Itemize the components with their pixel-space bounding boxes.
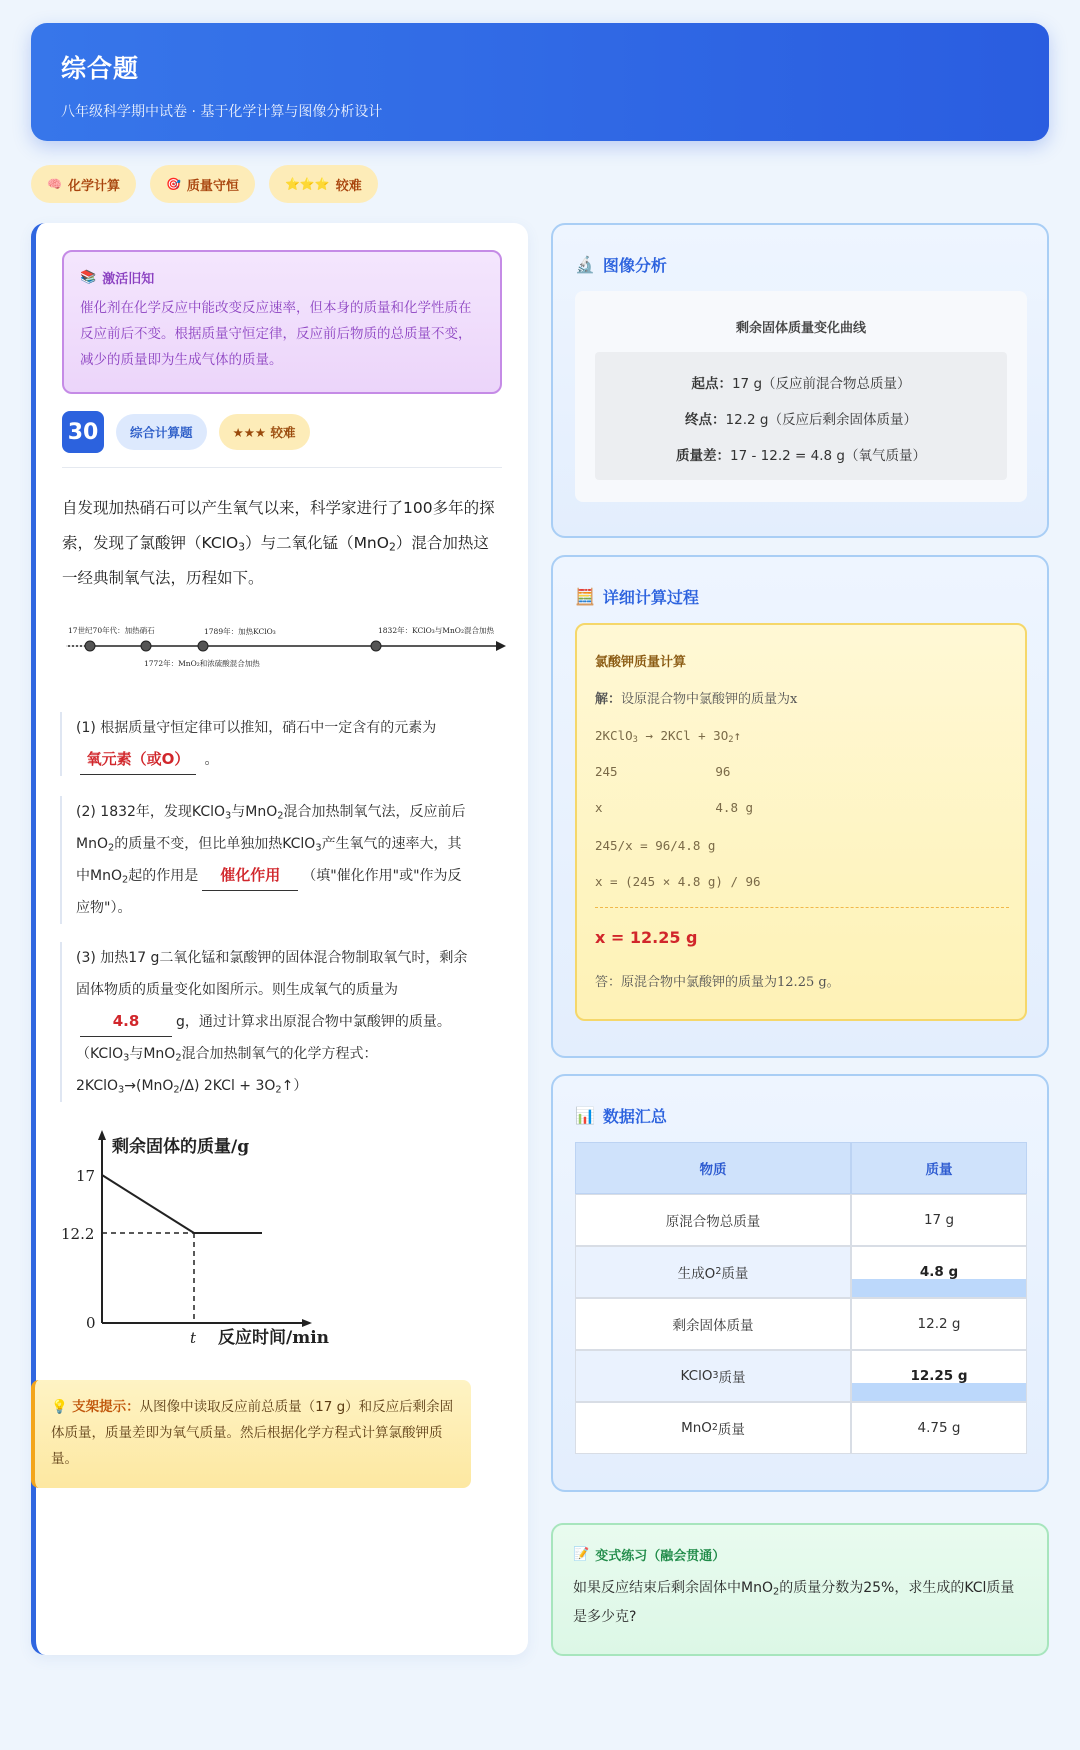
activate-prior-knowledge	[62, 250, 502, 394]
lightbulb-icon: 💡	[51, 1399, 68, 1415]
end-point	[595, 408, 1007, 428]
books-icon: 📚	[80, 270, 97, 285]
diff-label: 质量差：	[676, 448, 731, 464]
calc-molar-ratio: 245 96	[595, 764, 731, 779]
cell-substance: MnO 2 质量	[575, 1402, 851, 1454]
memo-icon: 📝	[573, 1547, 590, 1562]
substance-part: KClO	[680, 1368, 713, 1384]
history-timeline	[66, 615, 506, 675]
target-icon: 🎯	[165, 177, 181, 191]
table-row	[575, 1298, 1027, 1350]
summary-table	[575, 1142, 1027, 1454]
substance-part: 质量	[717, 1422, 745, 1438]
cell-mass	[851, 1194, 1027, 1246]
practice-part: 的质量分数为25%，求生成的KCl质量是多少克?	[573, 1580, 1015, 1625]
q2-text: 与MnO	[231, 804, 278, 820]
highlight-bar	[852, 1279, 1026, 1297]
tag-difficulty[interactable]	[269, 165, 378, 203]
mass-value: 4.75 g	[917, 1420, 961, 1436]
q3-text: /Δ) 2KCl + 3O	[179, 1078, 276, 1094]
answer-blank-3[interactable]: 4.8	[80, 1006, 172, 1037]
eq-part: ↑	[733, 728, 742, 743]
graph-analysis-card	[551, 223, 1049, 538]
cell-substance: 原混合物总质量	[575, 1194, 851, 1246]
timeline-event-2: 1772年：MnO₂和浓硫酸混合加热	[144, 659, 260, 668]
calc-answer	[595, 971, 840, 990]
calculation-steps	[575, 623, 1027, 1021]
q2-text: 混合加热制氧气法，反应前后MnO	[76, 804, 466, 852]
calculation-card	[551, 555, 1049, 1058]
table-row	[575, 1402, 1027, 1454]
calc-equation: 2KClO$_3$ → $2KCl + 3O_2↑$	[595, 728, 742, 746]
sub-question-1	[60, 712, 470, 776]
graph-xlabel: 反应时间/min	[218, 1328, 330, 1348]
q2-text: 的质量不变，但比单独加热KClO	[114, 836, 316, 852]
divider	[62, 467, 502, 468]
q2-text: 产生氧气的速率大，其中MnO	[76, 836, 462, 884]
start-value: 17 g（反应前混合物总质量）	[731, 376, 911, 392]
table-row	[575, 1350, 1027, 1402]
eq-part: → 2KCl + 3O	[637, 728, 729, 743]
cell-mass-highlight	[851, 1350, 1027, 1402]
mass-value: 12.2 g	[917, 1316, 961, 1332]
answer-blank-2[interactable]: 催化作用	[202, 860, 298, 891]
mass-value: 12.25 g	[910, 1368, 968, 1384]
table-header	[575, 1142, 1027, 1194]
mass-value: 17 g	[923, 1212, 955, 1228]
q1-text: (1) 根据质量守恒定律可以推知，硝石中一定含有的元素为	[76, 720, 437, 736]
page-subtitle: 八年级科学期中试卷 · 基于化学计算与图像分析设计	[61, 104, 383, 120]
difficulty-badge: ★★★ 较难	[219, 414, 310, 450]
activate-title: 激活旧知	[102, 272, 155, 287]
stem-part: ）与二氧化锰（MnO	[245, 534, 389, 552]
star-icon: ⭐⭐⭐	[284, 177, 330, 191]
abacus-icon: 🧮	[575, 587, 595, 606]
practice-part: 如果反应结束后剩余固体中MnO	[573, 1580, 773, 1596]
cell-substance: 生成O 2 质量	[575, 1246, 851, 1298]
end-value: 12.2 g（反应后剩余固体质量）	[725, 412, 917, 428]
substance-part: 生成O	[677, 1266, 716, 1282]
column-header-mass: 质量	[851, 1142, 1027, 1194]
calc-subtitle: 氯酸钾质量计算	[595, 655, 687, 670]
sub-question-2: (2) 1832年，发现KClO$_3$与MnO$_2$混合加热制氧气法，反应前后MnO$_2$的质量不变，但比单独加热KClO$_3$产生氧气的速率大，其中MnO$_2$起的作用是 催化作用 （填"催化作用"或"作为反应物"）。	[60, 796, 470, 924]
card-title: 数据汇总	[602, 1107, 667, 1126]
calc-proportion: 245/x = 96/4.8 g	[595, 838, 716, 853]
tag-label: 较难	[335, 178, 362, 194]
highlight-bar	[852, 1383, 1026, 1401]
bar-chart-icon: 📊	[575, 1106, 595, 1125]
q3-text: →(MnO	[124, 1078, 174, 1094]
tag-label: 质量守恒	[186, 178, 239, 194]
q3-text: 与MnO	[129, 1046, 176, 1062]
table-row	[575, 1246, 1027, 1298]
cell-mass	[851, 1402, 1027, 1454]
tag-mass-conservation[interactable]	[150, 165, 255, 203]
question-number: 30	[62, 411, 104, 453]
calc-divider	[595, 907, 1009, 908]
calc-solve: x = (245 × 4.8 g) / 96	[595, 874, 761, 889]
answer-label: 答：	[595, 975, 622, 990]
q3-text: 混合加热制氧气的化学方程式：2KClO	[76, 1046, 378, 1094]
calc-solution-intro	[595, 688, 797, 707]
timeline-event-1: 17世纪70年代：加热硝石	[68, 626, 155, 635]
q3-text: (3) 加热17 g二氧化锰和氯酸钾的固体混合物制取氧气时，剩余固体物质的质量变化如图所示。则生成氧气的质量为	[76, 950, 468, 998]
stem-part: ）混合加热这一经典制氧气法，历程如下。	[62, 534, 489, 587]
cell-mass	[851, 1298, 1027, 1350]
q2-end: （填"催化作用"或"作为反应物"）。	[76, 868, 462, 916]
curve-summary	[575, 291, 1027, 502]
question-header	[62, 411, 310, 453]
tag-label: 化学计算	[67, 178, 120, 194]
end-label: 终点：	[685, 412, 726, 428]
question-stem: 自发现加热硝石可以产生氧气以来，科学家进行了100多年的探索，发现了氯酸钾（KClO$_3$）与二氧化锰（MnO$_2$）混合加热这一经典制氧气法，历程如下。	[62, 499, 495, 587]
activate-text: 催化剂在化学反应中能改变反应速率，但本身的质量和化学性质在反应前后不变。根据质量守恒定律，反应前后物质的总质量不变，减少的质量即为生成气体的质量。	[80, 300, 472, 368]
curve-title: 剩余固体质量变化曲线	[735, 321, 866, 336]
answer-text: 原混合物中氯酸钾的质量为12.25 g。	[621, 975, 840, 990]
calc-result: x = 12.25 g	[595, 928, 698, 947]
graph-ylabel: 剩余固体的质量/g	[112, 1137, 250, 1157]
timeline-event-3: 1789年：加热KClO₃	[204, 627, 276, 636]
eq-part: 2KClO	[595, 728, 633, 743]
timeline-event-4: 1832年：KClO₃与MnO₂混合加热	[378, 626, 494, 635]
tag-chemistry-calc[interactable]	[31, 165, 136, 203]
hint-text: 从图像中读取反应前总质量（17 g）和反应后剩余固体质量，质量差即为氧气质量。然后根据化学方程式计算氯酸钾质量。	[51, 1399, 454, 1467]
q3-text: g，通过计算求出原混合物中氯酸钾的质量。（KClO	[76, 1014, 451, 1062]
graph-tick-17: 17	[76, 1167, 96, 1185]
scaffold-hint	[31, 1380, 471, 1488]
question-type-badge: 综合计算题	[116, 414, 207, 450]
microscope-icon: 🔬	[575, 255, 595, 274]
diff-value: 17 - 12.2 = 4.8 g（氧气质量）	[730, 448, 926, 464]
page-title: 综合题	[61, 54, 140, 83]
substance-part: 质量	[721, 1266, 749, 1282]
q3-text: ↑）	[281, 1078, 308, 1094]
sub-question-3: (3) 加热17 g二氧化锰和氯酸钾的固体混合物制取氧气时，剩余固体物质的质量变化如图所示。则生成氧气的质量为 4.8 g，通过计算求出原混合物中氯酸钾的质量。（KClO$_3$与MnO$_2$混合加热制氧气的化学方程式：2KClO$_3$→(MnO$_2$/Δ) $2KCl + 3O_2↑$）	[60, 942, 470, 1102]
calc-known-values: x 4.8 g	[595, 800, 754, 815]
start-point	[595, 372, 1007, 392]
card-title: 详细计算过程	[602, 588, 699, 607]
graph-t: t	[190, 1329, 197, 1347]
tag-list	[31, 165, 378, 203]
table-row	[575, 1194, 1027, 1246]
q2-text: 起的作用是	[128, 868, 199, 884]
curve-details	[595, 352, 1007, 480]
substance-part: MnO	[681, 1420, 712, 1436]
mass-difference	[595, 444, 1007, 464]
stem-part: 自发现加热硝石可以产生氧气以来，科学家进行了100多年的探索，发现了氯酸钾（KClO	[62, 499, 495, 552]
q1-end: 。	[204, 752, 219, 768]
substance-part: 质量	[718, 1370, 746, 1386]
practice-text: 如果反应结束后剩余固体中MnO$_2$的质量分数为25%，求生成的KCl质量是多少克?	[573, 1580, 1015, 1625]
data-summary-card	[551, 1074, 1049, 1492]
brain-icon: 🧠	[47, 177, 62, 191]
start-label: 起点：	[691, 376, 732, 392]
card-title: 图像分析	[602, 256, 667, 275]
graph-tick-12: 12.2	[61, 1225, 95, 1243]
graph-origin: 0	[86, 1314, 96, 1332]
page-header	[31, 23, 1049, 141]
answer-blank-1[interactable]: 氧元素（或O）	[80, 744, 196, 775]
q2-text: (2) 1832年，发现KClO	[76, 804, 226, 820]
sol-text: 设原混合物中氯酸钾的质量为x	[621, 692, 798, 707]
column-header-substance: 物质	[575, 1142, 851, 1194]
cell-mass-highlight	[851, 1246, 1027, 1298]
practice-title: 变式练习（融会贯通）	[595, 1549, 726, 1564]
cell-substance: KClO 3 质量	[575, 1350, 851, 1402]
hint-label: 支架提示：	[72, 1399, 140, 1415]
variant-practice-card	[551, 1523, 1049, 1656]
mass-value: 4.8 g	[919, 1264, 959, 1280]
mass-time-graph	[56, 1128, 346, 1348]
sol-label: 解：	[595, 692, 622, 707]
cell-substance: 剩余固体质量	[575, 1298, 851, 1350]
